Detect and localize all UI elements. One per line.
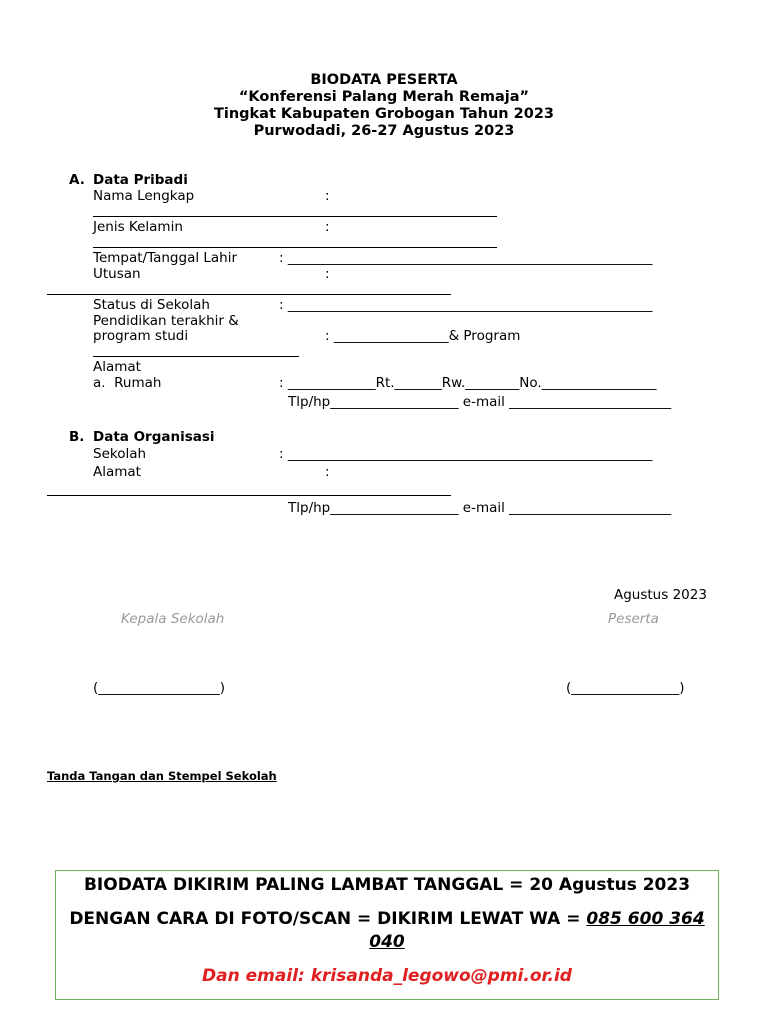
field-kontak-pribadi[interactable]: Tlp/hp___________________ e-mail ________________________ (288, 394, 672, 410)
event-name: “Konferensi Palang Merah Remaja” (238, 89, 530, 105)
field-nama-lengkap[interactable] (93, 216, 497, 217)
label-tempat-tanggal-lahir: Tempat/Tanggal Lahir (93, 250, 238, 266)
section-a-letter: A. (69, 172, 85, 188)
label-alamat-sekolah: Alamat (93, 464, 141, 480)
event-level: Tingkat Kabupaten Grobogan Tahun 2023 (213, 106, 555, 122)
label-pendidikan: Pendidikan terakhir & (93, 313, 239, 329)
colon-nama: : (325, 188, 330, 204)
field-alamat-sekolah[interactable] (47, 495, 451, 496)
field-alamat-rumah[interactable]: : _____________Rt._______Rw.________No._________________ (279, 375, 657, 391)
label-peserta: Peserta (608, 611, 659, 627)
notice-email[interactable]: Dan email: krisanda_legowo@pmi.or.id (202, 966, 572, 986)
signature-peserta[interactable]: (________________) (566, 680, 685, 696)
field-program-studi[interactable] (93, 356, 299, 357)
notice-method-text: DENGAN CARA DI FOTO/SCAN = DIKIRIM LEWAT WA = (69, 909, 587, 929)
notice-method (56, 908, 718, 954)
label-sekolah: Sekolah (93, 446, 147, 462)
submission-notice (55, 870, 719, 1000)
field-tempat-tanggal-lahir[interactable]: : ______________________________________________________ (279, 250, 653, 266)
doc-title: BIODATA PESERTA (310, 72, 458, 88)
signature-kepala-sekolah[interactable]: (__________________) (93, 680, 226, 696)
label-program-studi: program studi (93, 328, 189, 344)
whatsapp-number[interactable]: 085 600 364 040 (369, 909, 705, 952)
event-place-date: Purwodadi, 26-27 Agustus 2023 (253, 123, 515, 139)
field-jenis-kelamin[interactable] (93, 247, 497, 248)
colon-alamat-sekolah: : (325, 464, 330, 480)
colon-utusan: : (325, 266, 330, 282)
label-utusan: Utusan (93, 266, 141, 282)
field-status-sekolah[interactable]: : ______________________________________________________ (279, 297, 653, 313)
label-nama-lengkap: Nama Lengkap (93, 188, 195, 204)
signature-date: Agustus 2023 (614, 587, 707, 603)
field-utusan[interactable] (47, 294, 451, 295)
label-kepala-sekolah: Kepala Sekolah (121, 611, 225, 627)
label-status-sekolah: Status di Sekolah (93, 297, 210, 313)
label-alamat: Alamat (93, 359, 141, 375)
label-rumah: a. Rumah (93, 375, 162, 391)
notice-deadline: BIODATA DIKIRIM PALING LAMBAT TANGGAL = 20 Agustus 2023 (83, 875, 691, 895)
field-kontak-sekolah[interactable]: Tlp/hp___________________ e-mail ________________________ (288, 500, 672, 516)
label-jenis-kelamin: Jenis Kelamin (93, 219, 183, 235)
section-b-title: Data Organisasi (93, 429, 215, 445)
signature-note: Tanda Tangan dan Stempel Sekolah (47, 769, 277, 783)
colon-jenis-kelamin: : (325, 219, 330, 235)
field-pendidikan[interactable]: : _________________& Program (325, 328, 521, 344)
section-a-title: Data Pribadi (93, 172, 188, 188)
field-sekolah[interactable]: : ______________________________________________________ (279, 446, 653, 462)
section-b-letter: B. (69, 429, 85, 445)
